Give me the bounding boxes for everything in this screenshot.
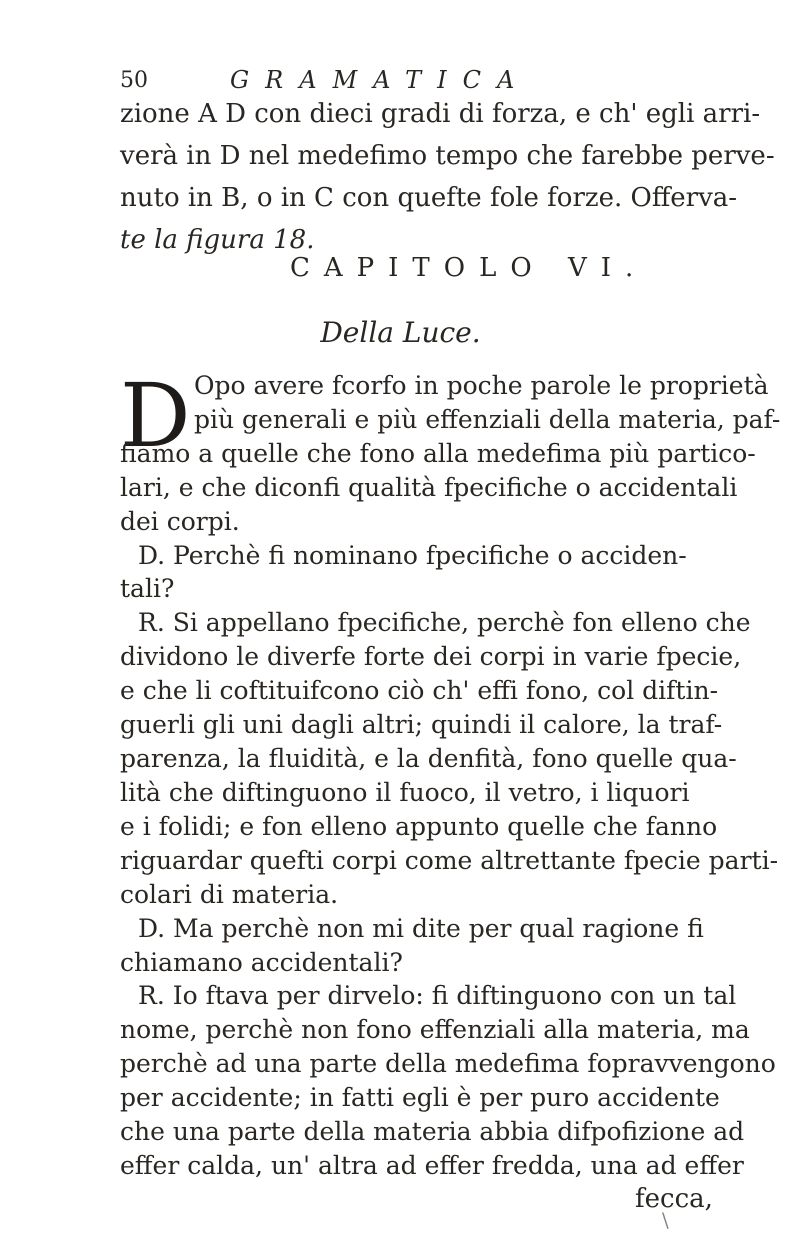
page-number: 50	[120, 68, 148, 93]
text-line: per accidente; in fatti egli è per puro accidente	[120, 1083, 720, 1112]
text-line: colari di materia.	[120, 880, 339, 909]
chapter-subtitle: Della Luce.	[320, 316, 481, 349]
text-line: lari, e che diconfi qualità fpecifiche o accidentali	[120, 473, 738, 502]
text-line: D. Ma perchè non mi dite per qual ragione fi	[138, 914, 704, 943]
chapter-heading: CAPITOLO VI.	[290, 253, 648, 283]
corner-mark: \	[662, 1208, 669, 1232]
text-line: verà in D nel medefimo tempo che farebbe perve-	[120, 141, 775, 171]
text-line: che una parte della materia abbia difpofizione ad	[120, 1117, 745, 1146]
page-header	[120, 64, 740, 100]
text-line: e che li coftituifcono ciò ch' effi fono, col diftin-	[120, 676, 719, 705]
text-line: D. Perchè fi nominano fpecifiche o acciden-	[138, 541, 687, 570]
text-line: più generali e più effenziali della materia, paf-	[194, 405, 781, 434]
text-line: riguardar quefti corpi come altrettante fpecie parti-	[120, 846, 779, 875]
text-line: dividono le diverfe forte dei corpi in varie fpecie,	[120, 642, 742, 671]
text-line: Opo avere fcorfo in poche parole le proprietà	[194, 371, 769, 400]
text-line: perchè ad una parte della medefima fopravvengono	[120, 1049, 776, 1078]
text-line: fiamo a quelle che fono alla medefima più partico-	[120, 439, 756, 468]
text-line: R. Si appellano fpecifiche, perchè fon elleno che	[138, 608, 751, 637]
text-line: e i folidi; e fon elleno appunto quelle che fanno	[120, 812, 718, 841]
running-title: GRAMATICA	[230, 66, 531, 94]
text-line: parenza, la fluidità, e la denfità, fono quelle qua-	[120, 744, 737, 773]
text-line: guerli gli uni dagli altri; quindi il calore, la traf-	[120, 710, 723, 739]
catchword: fecca,	[635, 1184, 713, 1214]
text-line: te la figura 18.	[120, 225, 315, 255]
drop-cap: D	[120, 364, 191, 467]
text-line: nuto in B, o in C con quefte fole forze. Offerva-	[120, 183, 738, 213]
text-line: zione A D con dieci gradi di forza, e ch' egli arri-	[120, 99, 761, 129]
text-line: dei corpi.	[120, 507, 240, 536]
text-line: effer calda, un' altra ad effer fredda, una ad effer	[120, 1151, 744, 1180]
text-line: tali?	[120, 574, 175, 603]
text-line: nome, perchè non fono effenziali alla materia, ma	[120, 1015, 750, 1044]
text-line: lità che diftinguono il fuoco, il vetro, i liquori	[120, 778, 690, 807]
text-line: chiamano accidentali?	[120, 948, 403, 977]
text-line: R. Io ftava per dirvelo: fi diftinguono con un tal	[138, 981, 737, 1010]
